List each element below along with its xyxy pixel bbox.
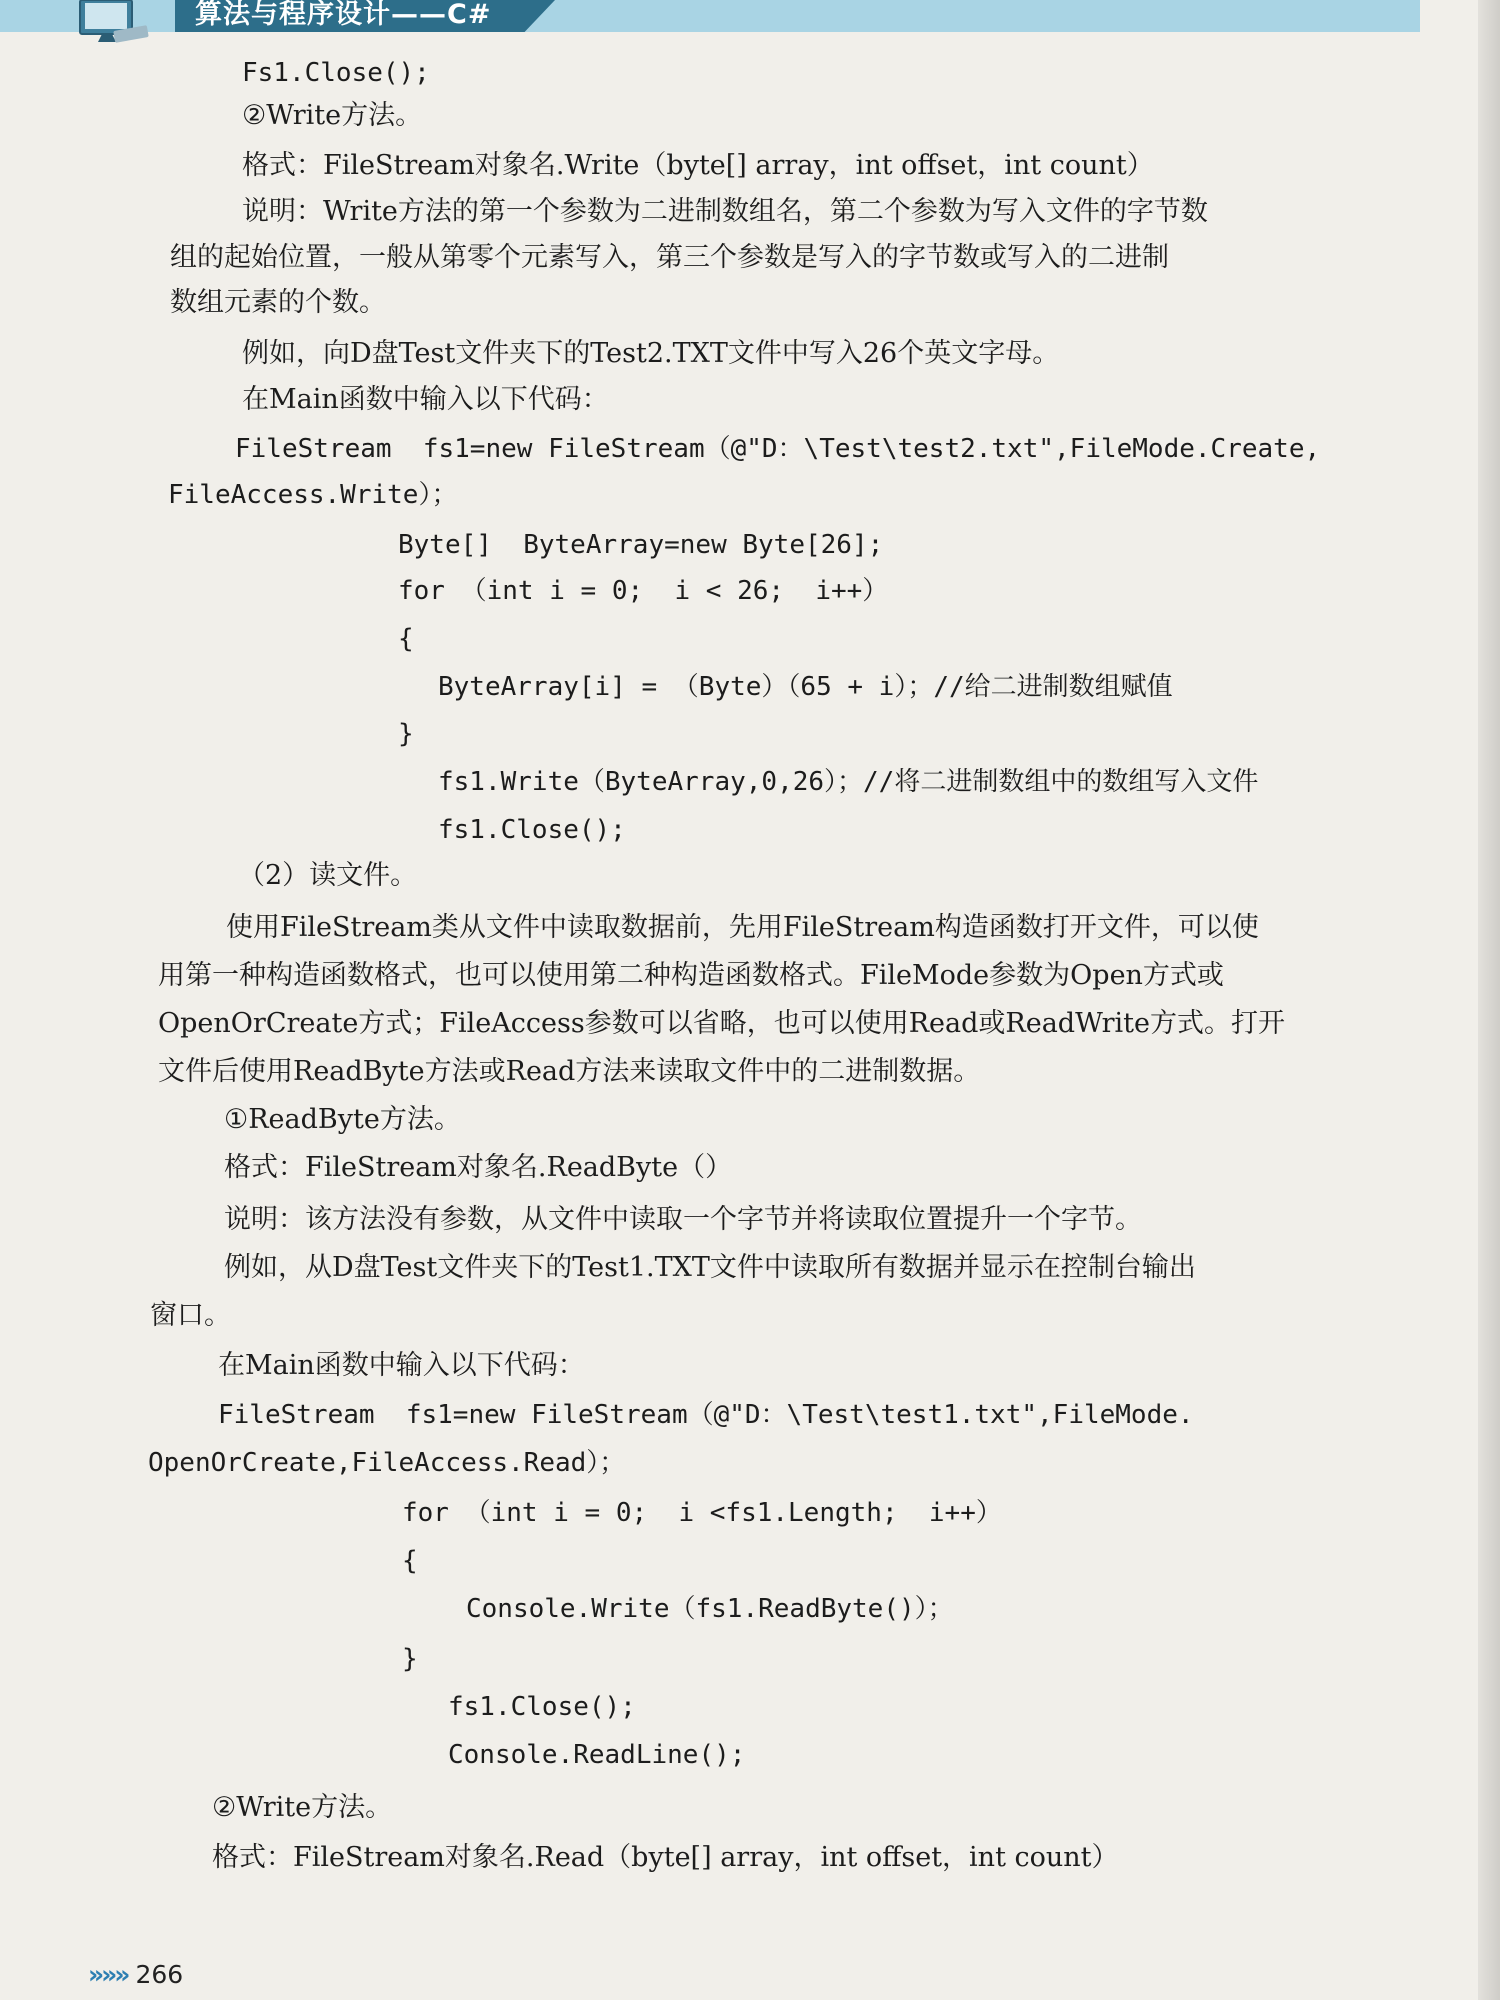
page-footer bbox=[88, 1960, 183, 1989]
text-line: ②Write方法。 bbox=[242, 100, 423, 131]
text-line: 格式：FileStream对象名.ReadByte（） bbox=[224, 1152, 733, 1183]
code-line: fs1.Write（ByteArray,0,26）；//将二进制数组中的数组写入文件 bbox=[438, 767, 1259, 797]
code-line: } bbox=[402, 1644, 418, 1674]
text-line: 使用FileStream类从文件中读取数据前，先用FileStream构造函数打开文件，可以使 bbox=[226, 912, 1259, 943]
text-line: 数组元素的个数。 bbox=[170, 287, 386, 318]
header-title: 算法与程序设计——C# bbox=[195, 0, 492, 30]
footer-arrows-icon: »»» bbox=[88, 1960, 128, 1989]
text-line: OpenOrCreate方式；FileAccess参数可以省略，也可以使用Read或ReadWrite方式。打开 bbox=[158, 1008, 1285, 1039]
text-line: 在Main函数中输入以下代码： bbox=[242, 384, 609, 415]
code-line: FileAccess.Write）； bbox=[168, 480, 458, 510]
code-line: FileStream fs1=new FileStream（@"D：\Test\test2.txt",FileMode.Create, bbox=[235, 434, 1321, 464]
code-line: Byte[] ByteArray=new Byte[26]; bbox=[398, 530, 884, 560]
text-line: 组的起始位置，一般从第零个元素写入，第三个参数是写入的字节数或写入的二进制 bbox=[170, 242, 1169, 273]
text-line: 在Main函数中输入以下代码： bbox=[218, 1350, 585, 1381]
code-line: fs1.Close(); bbox=[438, 815, 626, 845]
code-line: Console.Write（fs1.ReadByte()）； bbox=[466, 1594, 954, 1624]
text-line: 文件后使用ReadByte方法或Read方法来读取文件中的二进制数据。 bbox=[158, 1056, 981, 1087]
page-number: 266 bbox=[135, 1960, 184, 1989]
running-header bbox=[0, 0, 1420, 32]
code-line: Console.ReadLine(); bbox=[448, 1740, 746, 1770]
text-line: 用第一种构造函数格式，也可以使用第二种构造函数格式。FileMode参数为Open方式或 bbox=[158, 960, 1224, 991]
code-line: { bbox=[398, 624, 414, 654]
text-line: （2）读文件。 bbox=[238, 860, 418, 891]
text-line: 说明：该方法没有参数，从文件中读取一个字节并将读取位置提升一个字节。 bbox=[224, 1204, 1142, 1235]
text-line: 说明：Write方法的第一个参数为二进制数组名，第二个参数为写入文件的字节数 bbox=[242, 196, 1208, 227]
code-line: { bbox=[402, 1546, 418, 1576]
text-line: 格式：FileStream对象名.Write（byte[] array，int offset，int count） bbox=[242, 150, 1154, 181]
code-line: for （int i = 0; i <fs1.Length; i++） bbox=[402, 1498, 1002, 1528]
text-line: 例如，从D盘Test文件夹下的Test1.TXT文件中读取所有数据并显示在控制台输出 bbox=[224, 1252, 1196, 1283]
code-line: OpenOrCreate,FileAccess.Read）； bbox=[148, 1448, 626, 1478]
text-line: 窗口。 bbox=[150, 1300, 231, 1331]
text-line: 格式：FileStream对象名.Read（byte[] array，int offset，int count） bbox=[212, 1842, 1119, 1873]
text-line: ②Write方法。 bbox=[212, 1792, 393, 1823]
code-line: } bbox=[398, 719, 414, 749]
code-line: fs1.Close(); bbox=[448, 1692, 636, 1722]
code-line: ByteArray[i] = （Byte）（65 + i）；//给二进制数组赋值 bbox=[438, 672, 1173, 702]
monitor-icon bbox=[76, 0, 156, 50]
text-line: 例如，向D盘Test文件夹下的Test2.TXT文件中写入26个英文字母。 bbox=[242, 338, 1060, 369]
page-edge bbox=[1478, 0, 1500, 2000]
code-line: for （int i = 0; i < 26; i++） bbox=[398, 576, 889, 606]
code-line: FileStream fs1=new FileStream（@"D：\Test\test1.txt",FileMode. bbox=[218, 1400, 1194, 1430]
code-line: Fs1.Close(); bbox=[242, 58, 430, 88]
text-line: ①ReadByte方法。 bbox=[224, 1104, 461, 1135]
